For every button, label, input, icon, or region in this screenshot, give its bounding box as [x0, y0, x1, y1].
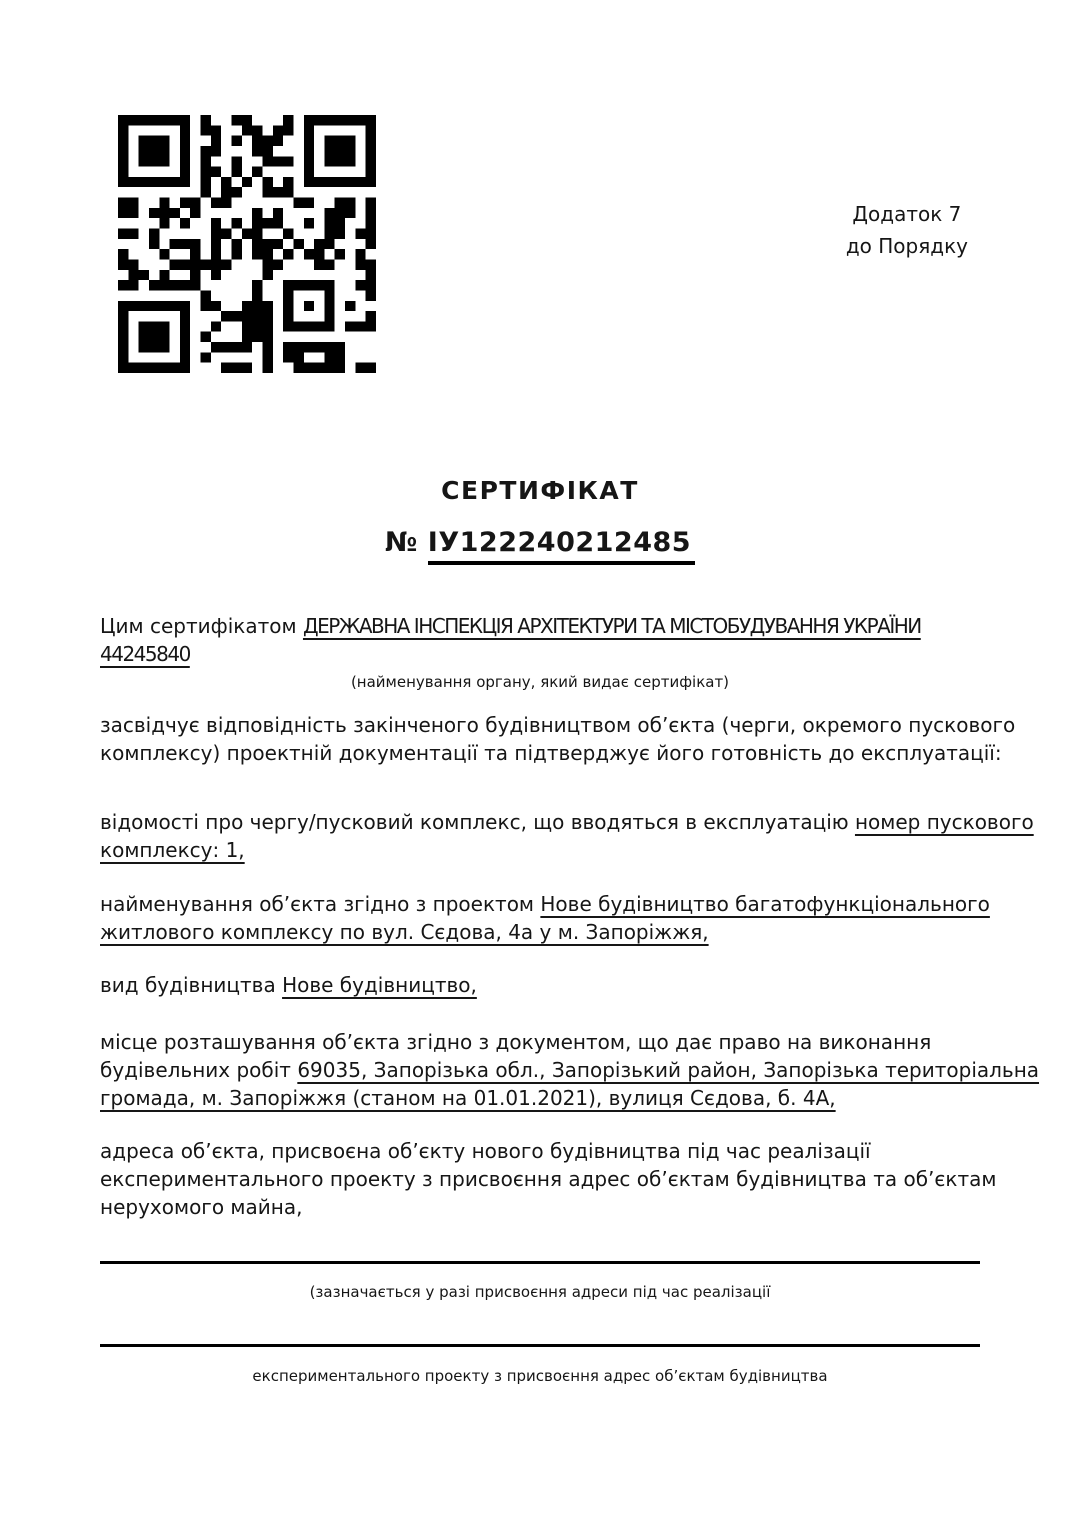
text-line: [100, 836, 984, 864]
caption-address-note-2: експериментального проекту з присвоєння адрес об’єктам будівництва: [252, 1367, 828, 1385]
issuer-name-value: ДЕРЖАВНА ІНСПЕКЦІЯ АРХІТЕКТУРИ ТА МІСТОБУДУВАННЯ УКРАЇНИ: [302, 614, 921, 638]
launch-complex-value-cont: комплексу: 1,: [100, 838, 245, 862]
text-line: [100, 612, 984, 640]
annex-note: [846, 198, 968, 262]
paragraph-certifies: [100, 711, 1016, 767]
text-line: [100, 1084, 984, 1112]
annex-line-1: Додаток 7: [852, 202, 962, 226]
issuer-edrpou-value: 44245840: [100, 642, 190, 666]
caption-issuing-authority: (найменування органу, який видає сертифікат): [350, 673, 730, 691]
text-line: [100, 1056, 1040, 1084]
object-name-value: Нове будівництво багатофункціонального: [540, 892, 990, 916]
paragraph-address: [100, 1137, 997, 1221]
text-line: засвідчує відповідність закінченого будівництвом об’єкта (черги, окремого пускового: [100, 713, 1016, 737]
text-line: нерухомого майна,: [100, 1195, 303, 1219]
launch-complex-value: номер пускового: [854, 810, 1034, 834]
text-line: [100, 890, 990, 918]
text-line: місце розташування об’єкта згідно з документом, що дає право на виконання: [100, 1030, 932, 1054]
paragraph-location: [100, 1028, 1040, 1112]
text-line: [100, 808, 1034, 836]
paragraph-construction-type: [100, 971, 984, 999]
qr-code: [118, 115, 376, 373]
blank-fill-line: [100, 1261, 980, 1264]
paragraph-object-name: [100, 890, 990, 946]
location-value-cont: громада, м. Запоріжжя (станом на 01.01.2021), вулиця Сєдова, б. 4А,: [100, 1086, 836, 1110]
launch-complex-lead: відомості про чергу/пусковий комплекс, що вводяться в експлуатацію: [100, 810, 855, 834]
certificate-title: СЕРТИФІКАТ: [441, 476, 639, 505]
annex-line-2: до Порядку: [845, 234, 968, 258]
object-name-lead: найменування об’єкта згідно з проектом: [100, 892, 541, 916]
object-name-value-cont: житлового комплексу по вул. Сєдова, 4а у м. Запоріжжя,: [100, 920, 709, 944]
paragraph-issuer: [100, 612, 984, 668]
text-line: експериментального проекту з присвоєння адрес об’єктам будівництва та об’єктам: [100, 1167, 997, 1191]
issuer-lead-text: Цим сертифікатом: [100, 614, 303, 638]
text-line: [100, 640, 984, 668]
text-line: комплексу) проектній документації та підтверджує його готовність до експлуатації:: [100, 741, 1002, 765]
construction-type-lead: вид будівництва: [100, 973, 283, 997]
certificate-number: [0, 527, 1080, 558]
certificate-number-prefix: №: [384, 527, 428, 558]
blank-fill-line: [100, 1344, 980, 1347]
location-lead: будівельних робіт: [100, 1058, 298, 1082]
text-line: адреса об’єкта, присвоєна об’єкту нового будівництва під час реалізації: [100, 1139, 871, 1163]
paragraph-launch-complex: [100, 808, 1034, 864]
text-line: [100, 918, 984, 946]
text-line: [100, 971, 984, 999]
construction-type-value: Нове будівництво,: [282, 973, 477, 997]
certificate-number-value: ІУ122240212485: [428, 527, 695, 565]
caption-address-note-1: (зазначається у разі присвоєння адреси під час реалізації: [309, 1283, 771, 1301]
location-value: 69035, Запорізька обл., Запорізький район, Запорізька територіальна: [297, 1058, 1040, 1082]
